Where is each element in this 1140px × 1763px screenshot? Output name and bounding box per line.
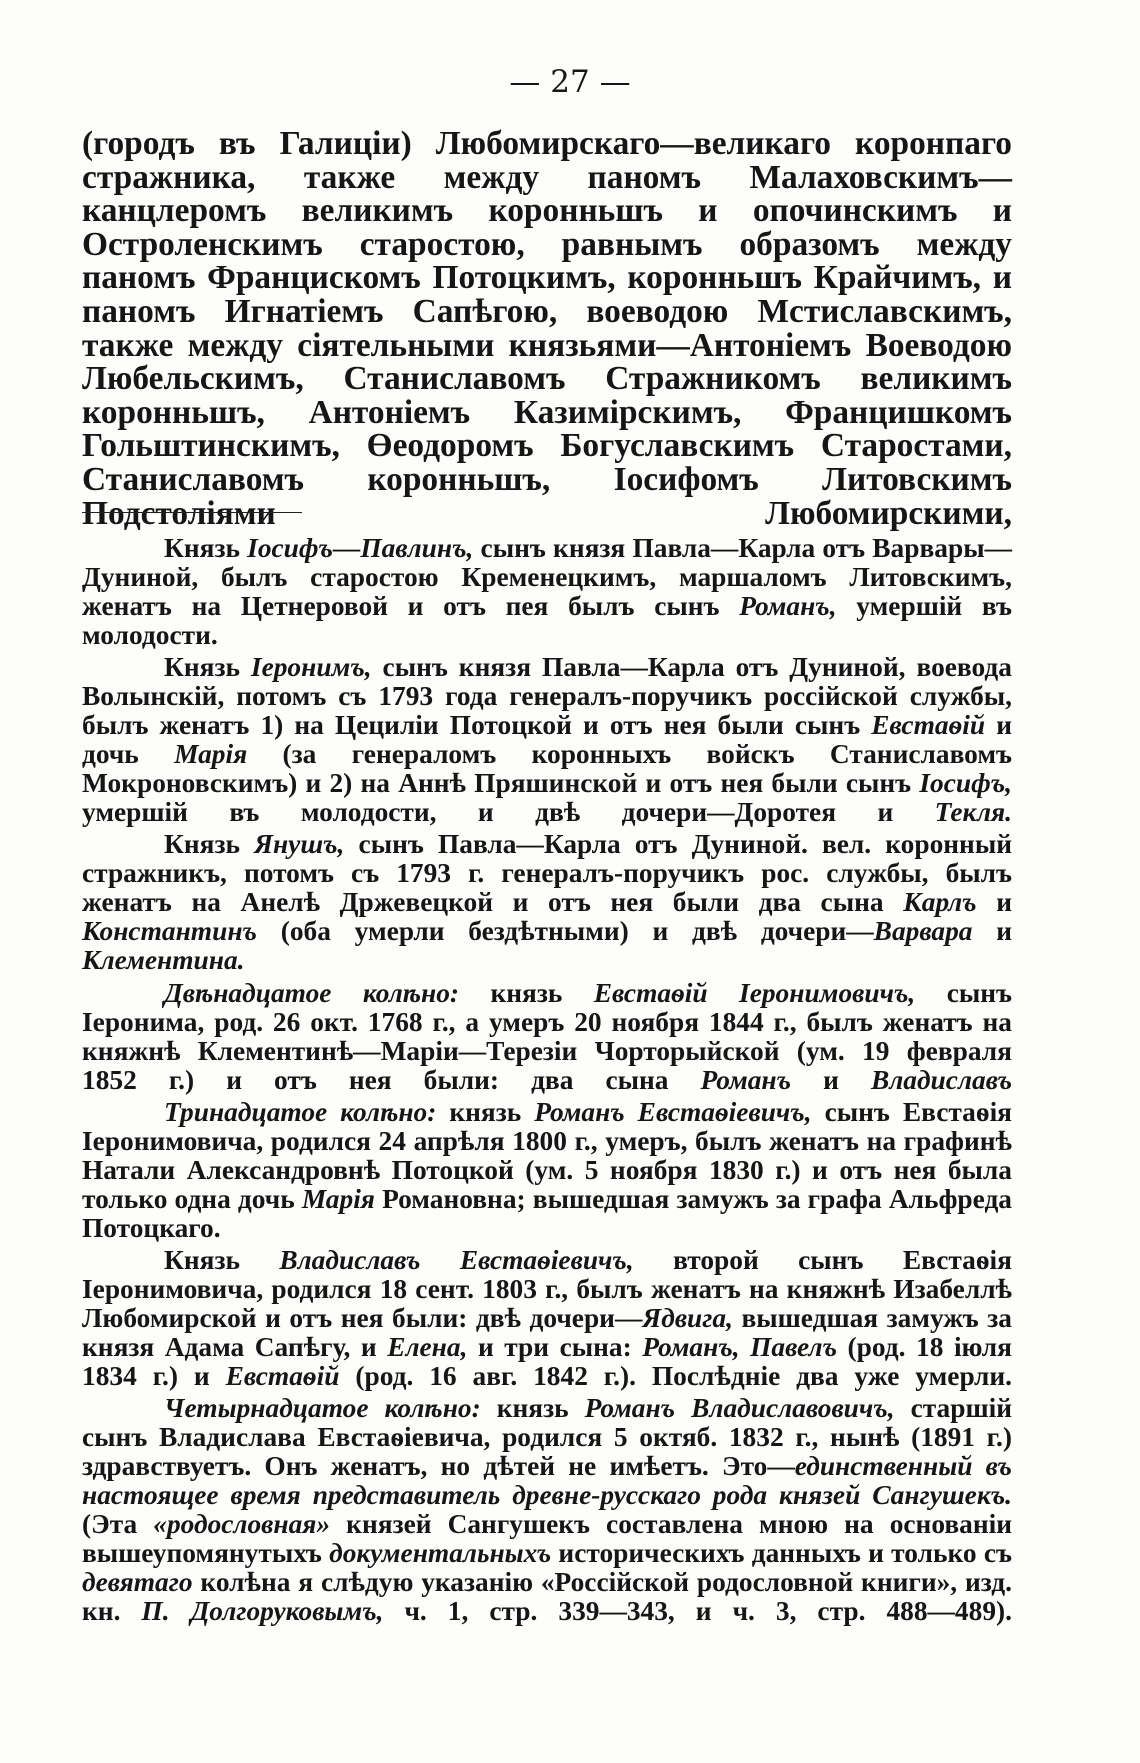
footnote-text: старшій сынъ Владислава Евстаѳіевича, родился 5 октяб. 1832 г., нынѣ (1891 г.) здравствуетъ. Онъ женатъ, но дѣтей не имѣетъ. Это— <box>82 1393 1012 1482</box>
footnote-text: (Эта <box>82 1509 154 1540</box>
footnote-text: второй сынъ Евстаѳія Іеронимовича, родился 18 сент. 1803 г., былъ женатъ на княжнѣ Изабеллѣ Любомирской и отъ нея были: двѣ дочери— <box>82 1244 1012 1333</box>
footnote-name: Іосифъ—Павлинъ, <box>247 533 474 563</box>
footnote-text: Романовна; вышедшая замужъ за графа Альфреда Потоцкаго. <box>82 1183 1012 1243</box>
footnote-name: Романъ Владиславовичъ, <box>584 1393 895 1424</box>
footnote-name: Іеронимъ, <box>250 652 372 683</box>
footnote-text: вышедшая замужъ за князя Адама Сапѣгу, и <box>82 1302 1013 1362</box>
footnote-paragraph <box>82 1098 1012 1243</box>
footnote-name: Елена, <box>387 1331 468 1362</box>
footnote-name: Текля. <box>934 797 1012 828</box>
footnote-paragraph <box>82 1246 1012 1391</box>
footnote-text: сынъ Іеронима, род. 26 окт. 1768 г., а умеръ 20 ноября 1844 г., былъ женатъ на княжнѣ Клементинѣ—Маріи—Терезіи Чорторыйской (ум. 19 февраля 1852 г.) и отъ нея были: два сына <box>82 977 1012 1095</box>
footnote-name: Евстаѳій <box>225 1360 340 1391</box>
footnote-text: и <box>976 887 1012 918</box>
footnote-divider <box>82 512 302 513</box>
footnote-text: (род. 16 авг. 1842 г.). Послѣдніе два уже умерли. <box>339 1360 1012 1391</box>
footnote-text: (род. 18 іюля 1834 г.) и <box>82 1331 1012 1391</box>
footnote-name: Карлъ <box>903 887 977 918</box>
footnote-name: Владиславъ <box>870 1064 1012 1095</box>
footnote-name: Ядвига, <box>642 1302 733 1333</box>
footnote-name: Владиславъ Евстаѳіевичъ, <box>279 1244 634 1275</box>
footnote-name: Іосифъ, <box>919 768 1012 799</box>
footnote-paragraph <box>82 1394 1012 1626</box>
footnote-text: князь <box>459 977 594 1008</box>
footnote-paragraph <box>82 979 1012 1095</box>
footnote-text: Князь <box>164 829 255 860</box>
main-text: (городъ въ Галиціи) Любомирскаго—великаго коронпаго стражника, также между паномъ Малаховскимъ—канцлеромъ великимъ коронньшъ и опочинскимъ и Остроленскимъ старостою, равнымъ образомъ между паномъ Францискомъ Потоцкимъ, коронньшъ Крайчимъ, и паномъ Игнатіемъ Сапѣгою, воеводою Мстиславскимъ, также между сіятельными князьями—Антоніемъ Воеводою Любельскимъ, Станиславомъ Стражникомъ великимъ коронньшъ, Антоніемъ Казимірскимъ, Францишкомъ Гольштинскимъ, Өеодоромъ Богуславскимъ Старостами, Станиславомъ коронньшъ, Іосифомъ Литовскимъ Подстоліями Любомирскими, <box>82 125 1012 532</box>
footnote-text: князь <box>436 1096 535 1127</box>
footnote-text: и дочь <box>82 710 1012 770</box>
footnotes <box>82 534 1012 1629</box>
footnote-name: Евстаѳій <box>871 710 986 741</box>
footnote-text: князь <box>480 1393 585 1424</box>
footnote-text: сынъ Евстаѳія Іеронимовича, родился 24 апрѣля 1800 г., умеръ, былъ женатъ на графинѣ Натали Александровнѣ Потоцкой (ум. 5 ноября 1830 г.) и отъ нея была только одна дочь <box>82 1096 1013 1214</box>
footnote-text: сынъ князя Павла—Карла отъ Дуниной, воевода Волынскій, потомъ съ 1793 года генералъ-поручикъ россійской службы, былъ женатъ 1) на Цециліи Потоцкой и отъ нея были сынъ <box>82 652 1012 741</box>
footnote-paragraph <box>82 830 1012 975</box>
footnote-text: Князь <box>164 533 248 563</box>
footnote-text: сынъ князя Павла—Карла отъ Варвары—Дуниной, былъ старостою Кременецкимъ, маршаломъ Литовскимъ, женатъ на Цетнеровой и отъ пея былъ сынъ <box>82 533 1012 621</box>
footnote-name: Марія <box>174 739 248 770</box>
footnote-text: ч. 1, стр. 339—343, и ч. 3, стр. 488—489). <box>383 1596 1012 1627</box>
footnote-text: историческихъ данныхъ и только съ <box>551 1538 1012 1569</box>
footnote-name: Романъ Евстаѳіевичъ, <box>534 1096 812 1127</box>
footnote-text: умершій въ молодости. <box>82 591 1012 650</box>
footnote-text: князей Сангушекъ составлена мною на основаніи вышеупомянутыхъ <box>82 1509 1012 1569</box>
footnote-emphasis: «родословная» <box>153 1509 331 1540</box>
footnote-text: (оба умерли бездѣтными) и двѣ дочери— <box>256 916 874 947</box>
footnote-name: Клементина. <box>82 945 245 976</box>
footnote-emphasis: документальныхъ <box>329 1538 552 1569</box>
footnote-emphasis: единственный въ настоящее время представитель древне-русскаго рода князей Сангушекъ. <box>82 1451 1012 1511</box>
footnote-emphasis: девятаго <box>82 1567 193 1598</box>
footnote-text: колѣна я слѣдую указанію «Россійской родословной книги», изд. кн. <box>82 1567 1012 1627</box>
footnote-name: Константинъ <box>82 916 257 947</box>
generation-heading: Тринадцатое колѣно: <box>164 1096 437 1127</box>
generation-heading: Четырнадцатое колѣно: <box>164 1393 481 1424</box>
page-number: — 27 — <box>509 64 631 100</box>
footnote-text: (за генераломъ коронныхъ войскъ Станиславомъ Мокроновскимъ) и 2) на Аннѣ Пряшинской и отъ нея были сынъ <box>82 739 1012 799</box>
footnote-paragraph <box>82 653 1012 827</box>
footnote-text: и <box>972 916 1012 947</box>
footnote-text: и <box>791 1064 871 1095</box>
footnote-name: П. Долгоруковымъ, <box>141 1596 384 1627</box>
footnote-text: Князь <box>164 1244 280 1275</box>
footnote-paragraph <box>82 534 1012 650</box>
footnote-name: Романъ, <box>739 591 837 621</box>
footnote-text: сынъ Павла—Карла отъ Дуниной. вел. коронный стражникъ, потомъ съ 1793 г. генералъ-поручикъ рос. службы, былъ женатъ на Анелѣ Држевецкой и отъ нея были два сына <box>82 829 1012 918</box>
footnote-name: Янушъ, <box>254 829 345 860</box>
footnote-text: и три сына: <box>467 1331 643 1362</box>
footnote-name: Варвара <box>873 916 973 947</box>
generation-heading: Двѣнадцатое колѣно: <box>164 977 460 1008</box>
footnote-text: умершій въ молодости, и двѣ дочери—Доротея и <box>82 797 935 828</box>
footnote-name: Марія <box>301 1183 375 1214</box>
footnote-name: Евстаѳій Іеронимовичъ, <box>593 977 916 1008</box>
footnote-text: Князь <box>164 652 251 683</box>
footnote-name: Романъ <box>700 1064 792 1095</box>
footnote-name: Романъ, Павелъ <box>642 1331 837 1362</box>
